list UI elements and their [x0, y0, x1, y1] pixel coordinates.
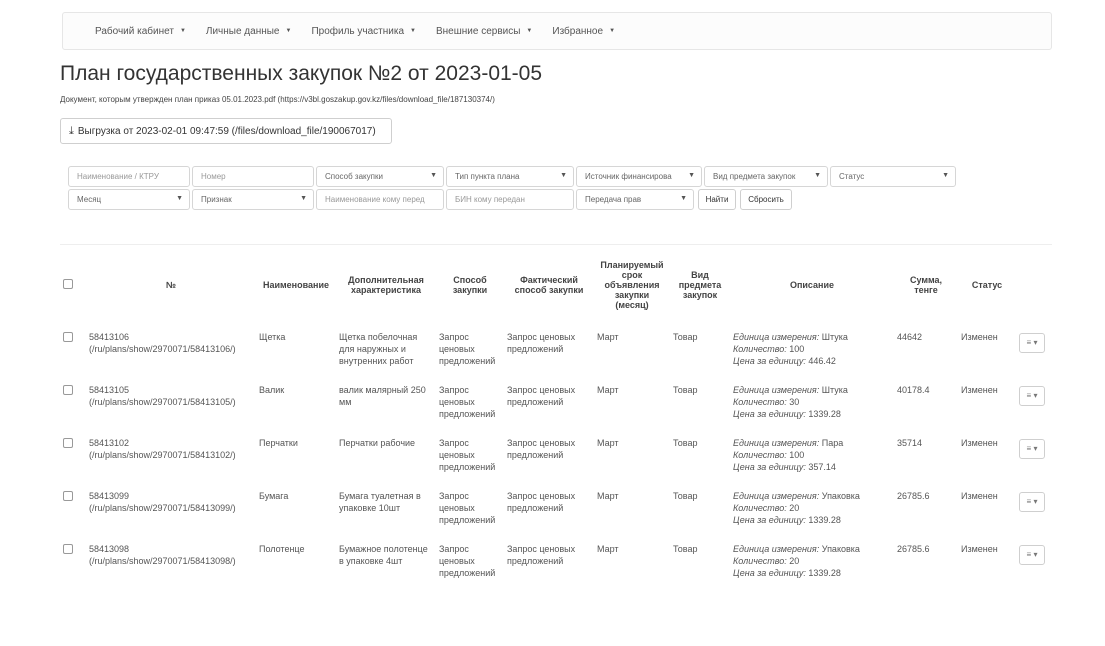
unit-label: Единица измерения: [733, 490, 820, 501]
row-method: Запрос ценовых предложений [439, 490, 496, 525]
price-value: 446.42 [808, 355, 836, 366]
row-actions-button[interactable] [1019, 333, 1045, 353]
row-actions-button[interactable] [1019, 386, 1045, 406]
qty-label: Количество: [733, 555, 787, 566]
row-checkbox[interactable] [63, 385, 73, 395]
row-description [730, 378, 894, 431]
chevron-down-icon: ▼ [814, 172, 821, 179]
method-select[interactable]: Способ закупки ▼ [316, 166, 444, 187]
header-planned-month[interactable]: Планируемый срок объявления закупки (месяц) [594, 245, 670, 325]
row-id[interactable]: 58413102 [89, 437, 130, 448]
table-row [60, 325, 1052, 378]
qty-value: 30 [789, 396, 800, 407]
unit-label: Единица измерения: [733, 543, 820, 554]
row-name: Перчатки [259, 437, 298, 448]
row-sum: 40178.4 [897, 384, 930, 395]
price-value: 1339.28 [808, 514, 841, 525]
row-checkbox[interactable] [63, 438, 73, 448]
nav-item-cabinet[interactable]: Рабочий кабинет ▼ [95, 25, 186, 37]
row-select-cell [60, 537, 86, 590]
chevron-down-icon: ▼ [942, 172, 949, 179]
chevron-down-icon: ▼ [176, 195, 183, 202]
caret-down-icon: ▼ [526, 27, 533, 34]
price-value: 357.14 [808, 461, 836, 472]
nav-item-profile[interactable]: Профиль участника ▼ [311, 25, 416, 37]
row-actions-cell [1016, 431, 1052, 484]
status-select[interactable]: Статус ▼ [830, 166, 956, 187]
unit-value: Штука [821, 384, 848, 395]
nav-item-personal[interactable]: Личные данные ▼ [205, 25, 292, 37]
row-actual-method: Запрос ценовых предложений [507, 331, 576, 354]
row-checkbox[interactable] [63, 332, 73, 342]
row-link[interactable]: (/ru/plans/show/2970071/58413098/) [89, 555, 236, 566]
row-name: Щетка [259, 331, 286, 342]
chevron-down-icon: ▼ [688, 172, 695, 179]
nav-item-external[interactable]: Внешние сервисы ▼ [435, 25, 533, 37]
qty-value: 100 [789, 449, 805, 460]
row-checkbox[interactable] [63, 491, 73, 501]
row-actions-cell [1016, 325, 1052, 378]
row-id-cell[interactable] [86, 378, 256, 431]
row-type: Товар [673, 437, 698, 448]
row-type: Товар [673, 331, 698, 342]
row-actions-cell [1016, 378, 1052, 431]
qty-label: Количество: [733, 449, 787, 460]
header-status[interactable]: Статус [958, 245, 1016, 325]
row-type: Товар [673, 490, 698, 501]
row-actual-method: Запрос ценовых предложений [507, 437, 576, 460]
row-select-cell [60, 325, 86, 378]
row-description [730, 537, 894, 590]
menu-icon: ≡ ▾ [1026, 549, 1038, 559]
table-body [60, 325, 1052, 590]
header-subject-type[interactable]: Вид предмета закупок [670, 245, 730, 325]
table-row [60, 537, 1052, 590]
chevron-down-icon: ▼ [300, 195, 307, 202]
menu-icon: ≡ ▾ [1026, 443, 1038, 453]
row-extra: Бумажное полотенце в упаковке 4шт [339, 543, 428, 566]
row-status: Изменен [961, 543, 998, 554]
row-status: Изменен [961, 384, 998, 395]
row-sum: 35714 [897, 437, 923, 448]
row-extra: валик малярный 250 мм [339, 384, 426, 407]
reset-button[interactable]: Сбросить [740, 189, 792, 210]
header-actions [1016, 245, 1052, 325]
header-number[interactable]: № [86, 245, 256, 325]
caret-down-icon: ▼ [179, 27, 186, 34]
row-select-cell [60, 431, 86, 484]
row-id[interactable]: 58413106 [89, 331, 130, 342]
row-id[interactable]: 58413105 [89, 384, 130, 395]
row-extra: Перчатки рабочие [339, 437, 416, 448]
row-name: Полотенце [259, 543, 305, 554]
row-select-cell [60, 484, 86, 537]
row-month: Март [597, 437, 619, 448]
price-label: Цена за единицу: [733, 355, 806, 366]
row-type: Товар [673, 543, 698, 554]
price-label: Цена за единицу: [733, 461, 806, 472]
row-name: Валик [259, 384, 285, 395]
header-name[interactable]: Наименование [256, 245, 336, 325]
row-link[interactable]: (/ru/plans/show/2970071/58413102/) [89, 449, 236, 460]
row-description [730, 325, 894, 378]
transferee-bin-input[interactable]: БИН кому передан [446, 189, 574, 210]
table-header-row [60, 245, 1052, 325]
caret-down-icon: ▼ [609, 27, 616, 34]
row-actual-method: Запрос ценовых предложений [507, 384, 576, 407]
download-icon: ⤓ [69, 124, 74, 137]
row-id-cell[interactable] [86, 431, 256, 484]
menu-icon: ≡ ▾ [1026, 496, 1038, 506]
qty-label: Количество: [733, 502, 787, 513]
unit-label: Единица измерения: [733, 331, 820, 342]
unit-value: Упаковка [821, 490, 860, 501]
row-actions-button[interactable] [1019, 492, 1045, 512]
select-all-checkbox[interactable] [63, 279, 73, 289]
sign-select[interactable]: Признак ▼ [192, 189, 314, 210]
plan-table [60, 244, 1052, 590]
row-sum: 44642 [897, 331, 923, 342]
row-method: Запрос ценовых предложений [439, 543, 496, 578]
row-actions-cell [1016, 484, 1052, 537]
row-sum: 26785.6 [897, 543, 930, 554]
row-method: Запрос ценовых предложений [439, 437, 496, 472]
row-actions-cell [1016, 537, 1052, 590]
select-all-cell [60, 245, 86, 325]
row-month: Март [597, 331, 619, 342]
export-button[interactable] [60, 118, 392, 144]
row-id[interactable]: 58413098 [89, 543, 130, 554]
row-id-cell[interactable] [86, 325, 256, 378]
row-checkbox[interactable] [63, 544, 73, 554]
unit-value: Штука [821, 331, 848, 342]
caret-down-icon: ▼ [285, 27, 292, 34]
menu-icon: ≡ ▾ [1026, 390, 1038, 400]
qty-label: Количество: [733, 343, 787, 354]
row-link[interactable]: (/ru/plans/show/2970071/58413105/) [89, 396, 236, 407]
row-actions-button[interactable] [1019, 545, 1045, 565]
unit-label: Единица измерения: [733, 437, 820, 448]
row-name: Бумага [259, 490, 289, 501]
row-id-cell[interactable] [86, 484, 256, 537]
nav-item-favorites[interactable]: Избранное ▼ [552, 25, 616, 37]
row-link[interactable]: (/ru/plans/show/2970071/58413106/) [89, 343, 236, 354]
header-extra[interactable]: Дополнительная характеристика [336, 245, 436, 325]
row-method: Запрос ценовых предложений [439, 331, 496, 366]
number-input[interactable]: Номер [192, 166, 314, 187]
row-link[interactable]: (/ru/plans/show/2970071/58413099/) [89, 502, 236, 513]
row-status: Изменен [961, 331, 998, 342]
chevron-down-icon: ▼ [680, 195, 687, 202]
funding-select[interactable]: Источник финансирова ▼ [576, 166, 702, 187]
chevron-down-icon: ▼ [430, 172, 437, 179]
header-actual-method[interactable]: Фактический способ закупки [504, 245, 594, 325]
unit-value: Упаковка [821, 543, 860, 554]
row-type: Товар [673, 384, 698, 395]
row-status: Изменен [961, 490, 998, 501]
table-row [60, 484, 1052, 537]
rights-transfer-select[interactable]: Передача прав ▼ [576, 189, 694, 210]
header-method[interactable]: Способ закупки [436, 245, 504, 325]
header-description[interactable]: Описание [730, 245, 894, 325]
price-value: 1339.28 [808, 408, 841, 419]
chevron-down-icon: ▼ [560, 172, 567, 179]
document-link[interactable]: Документ, которым утвержден план приказ 05.01.2023.pdf (https://v3bl.goszakup.gov.kz/files/download_file/187130374/) [60, 95, 495, 104]
unit-value: Пара [821, 437, 844, 448]
price-label: Цена за единицу: [733, 408, 806, 419]
transferee-name-input[interactable]: Наименование кому перед [316, 189, 444, 210]
row-extra: Бумага туалетная в упаковке 10шт [339, 490, 421, 513]
table-row [60, 431, 1052, 484]
name-ktru-input[interactable]: Наименование / КТРУ [68, 166, 190, 187]
filter-panel [60, 162, 1052, 222]
export-label: Выгрузка от 2023-02-01 09:47:59 (/files/download_file/190067017) [77, 125, 376, 137]
row-actions-button[interactable] [1019, 439, 1045, 459]
unit-label: Единица измерения: [733, 384, 820, 395]
price-label: Цена за единицу: [733, 567, 806, 578]
row-actual-method: Запрос ценовых предложений [507, 543, 576, 566]
qty-value: 20 [789, 555, 800, 566]
row-description [730, 484, 894, 537]
row-extra: Щетка побелочная для наружных и внутренних работ [339, 331, 418, 366]
caret-down-icon: ▼ [410, 27, 416, 34]
row-description [730, 431, 894, 484]
row-select-cell [60, 378, 86, 431]
row-id-cell[interactable] [86, 537, 256, 590]
menu-icon: ≡ ▾ [1026, 337, 1038, 347]
row-method: Запрос ценовых предложений [439, 384, 496, 419]
row-month: Март [597, 384, 619, 395]
price-value: 1339.28 [808, 567, 841, 578]
row-id[interactable]: 58413099 [89, 490, 130, 501]
row-month: Март [597, 543, 619, 554]
row-actual-method: Запрос ценовых предложений [507, 490, 576, 513]
item-type-select[interactable]: Тип пункта плана ▼ [446, 166, 574, 187]
top-navbar [62, 12, 1052, 50]
find-button[interactable]: Найти [698, 189, 736, 210]
row-status: Изменен [961, 437, 998, 448]
price-label: Цена за единицу: [733, 514, 806, 525]
qty-value: 100 [789, 343, 805, 354]
qty-label: Количество: [733, 396, 787, 407]
row-sum: 26785.6 [897, 490, 930, 501]
header-sum[interactable]: Сумма, тенге [894, 245, 958, 325]
qty-value: 20 [789, 502, 800, 513]
month-select[interactable]: Месяц ▼ [68, 189, 190, 210]
table-row [60, 378, 1052, 431]
subject-type-select[interactable]: Вид предмета закупок ▼ [704, 166, 828, 187]
row-month: Март [597, 490, 619, 501]
page-title: План государственных закупок №2 от 2023-01-05 [60, 62, 543, 85]
